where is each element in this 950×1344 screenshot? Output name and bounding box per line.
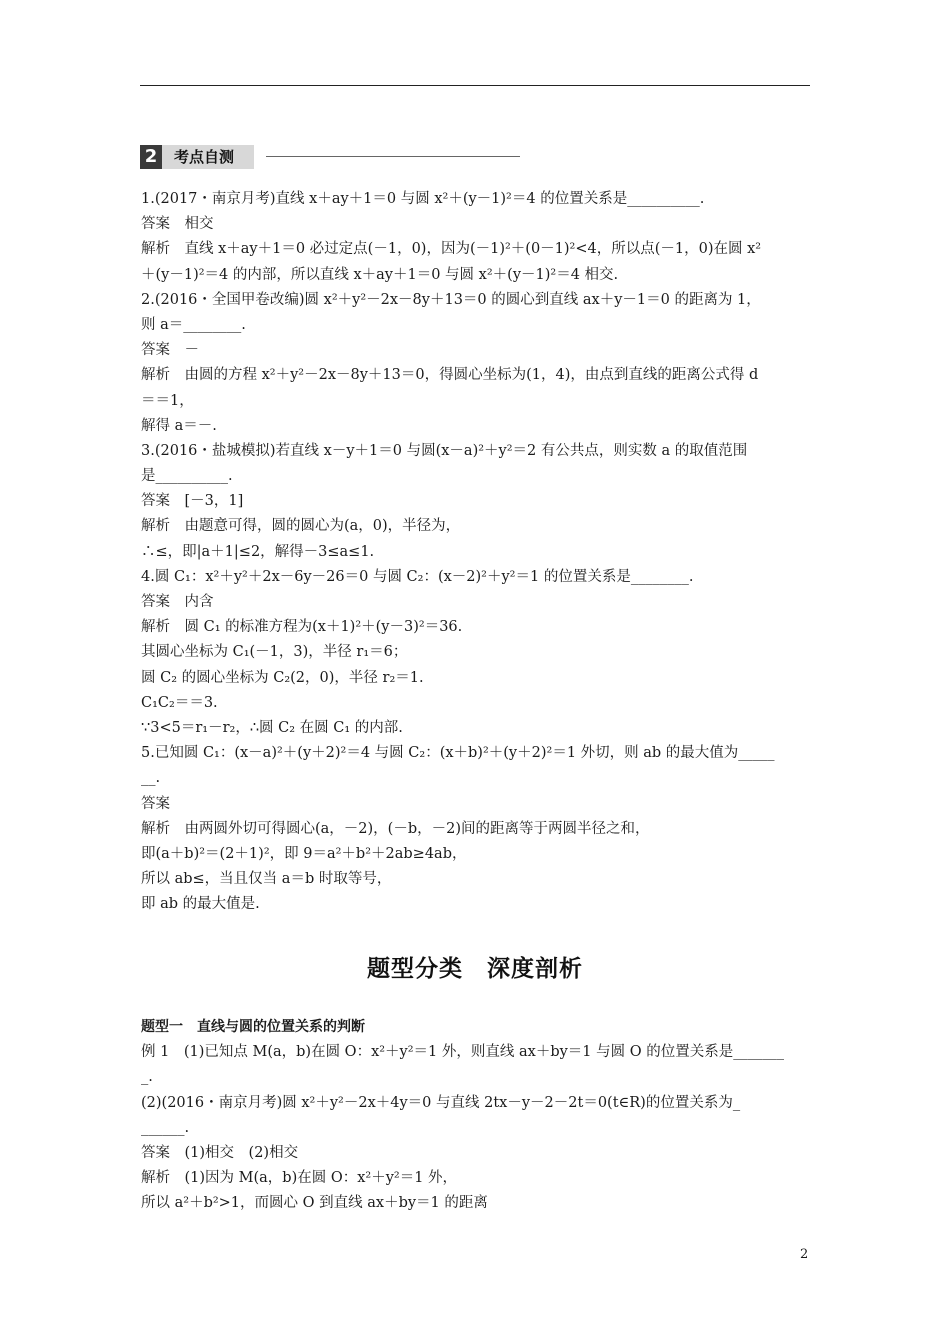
text-line: 解得 a＝－. [141,417,217,434]
text-line: ______. [141,1119,190,1136]
text-line: 是__________. [141,468,233,485]
text-line: 例 1 (1)已知点 M(a，b)在圆 O：x²＋y²＝1 外，则直线 ax＋by＝1 与圆 O 的位置关系是_______ [141,1044,784,1061]
text-line: 即 ab 的最大值是. [141,896,260,913]
text-line: 解析 由题意可得，圆的圆心为(a，0)，半径为， [141,518,461,535]
text-line: __. [141,770,161,787]
section-number: 2 [140,145,162,169]
text-line: ＋(y－1)²＝4 的内部，所以直线 x＋ay＋1＝0 与圆 x²＋(y－1)²＝4 相交. [141,266,619,283]
text-line: 解析 圆 C₁ 的标准方程为(x＋1)²＋(y－3)²＝36. [141,619,463,636]
text-line: 答案 [141,795,170,812]
text-line: 答案 (1)相交 (2)相交 [141,1144,299,1161]
text-line: 解析 (1)因为 M(a，b)在圆 O：x²＋y²＝1 外， [141,1170,458,1187]
text-line: 则 a＝________. [141,316,246,333]
text-line: 答案 [－3，1] [141,493,244,510]
example-section [141,1015,813,1217]
text-line: ∵3<5＝r₁－r₂，∴圆 C₂ 在圆 C₁ 的内部. [141,719,403,736]
text-line: 答案 － [141,342,199,359]
text-line: 1.(2017・南京月考)直线 x＋ay＋1＝0 与圆 x²＋(y－1)²＝4 的位置关系是__________. [141,191,705,207]
text-line: 答案 相交 [141,216,214,233]
text-line: 所以 ab≤，当且仅当 a＝b 时取等号， [141,871,392,888]
text-line: 解析 由圆的方程 x²＋y²－2x－8y＋13＝0，得圆心坐标为(1，4)，由点到直线的距离公式得 d [141,367,759,384]
exercise-list [141,187,813,917]
text-line: 2.(2016・全国甲卷改编)圆 x²＋y²－2x－8y＋13＝0 的圆心到直线 ax＋y－1＝0 的距离为 1， [141,291,761,308]
text-line: 其圆心坐标为 C₁(－1，3)，半径 r₁＝6； [141,644,408,661]
section-header [140,145,520,169]
text-line: ＝＝1， [141,392,194,409]
text-line: (2)(2016・南京月考)圆 x²＋y²－2x＋4y＝0 与直线 2tx－y－2－2t＝0(t∈R)的位置关系为_ [141,1094,741,1111]
section-title: 考点自测 [162,145,254,169]
subsection-title: 题型一 直线与圆的位置关系的判断 [141,1019,365,1035]
section-divider [266,156,520,157]
chapter-heading: 题型分类 深度剖析 [367,956,583,982]
text-line: 即(a＋b)²＝(2＋1)²，即 9＝a²＋b²＋2ab≥4ab， [141,845,467,862]
text-line: C₁C₂＝＝3. [141,694,218,711]
text-line: 解析 直线 x＋ay＋1＝0 必过定点(－1，0)，因为(－1)²＋(0－1)²<4，所以点(－1，0)在圆 x² [141,241,762,258]
text-line: 答案 内含 [141,594,214,610]
text-line: ∴≤，即|a＋1|≤2，解得－3≤a≤1. [141,543,375,560]
text-line: 3.(2016・盐城模拟)若直线 x－y＋1＝0 与圆(x－a)²＋y²＝2 有公共点，则实数 a 的取值范围 [141,442,748,459]
text-line: _. [141,1069,153,1086]
text-line: 圆 C₂ 的圆心坐标为 C₂(2，0)，半径 r₂＝1. [141,669,424,686]
text-line: 所以 a²＋b²>1，而圆心 O 到直线 ax＋by＝1 的距离 [141,1195,488,1212]
text-line: 解析 由两圆外切可得圆心(a，－2)，(－b，－2)间的距离等于两圆半径之和， [141,820,650,837]
top-rule [140,85,810,86]
text-line: 4.圆 C₁：x²＋y²＋2x－6y－26＝0 与圆 C₂：(x－2)²＋y²＝1 的位置关系是________. [141,568,694,585]
text-line: 5.已知圆 C₁：(x－a)²＋(y＋2)²＝4 与圆 C₂：(x＋b)²＋(y＋2)²＝1 外切，则 ab 的最大值为_____ [141,745,775,762]
page-number: 2 [800,1247,809,1262]
